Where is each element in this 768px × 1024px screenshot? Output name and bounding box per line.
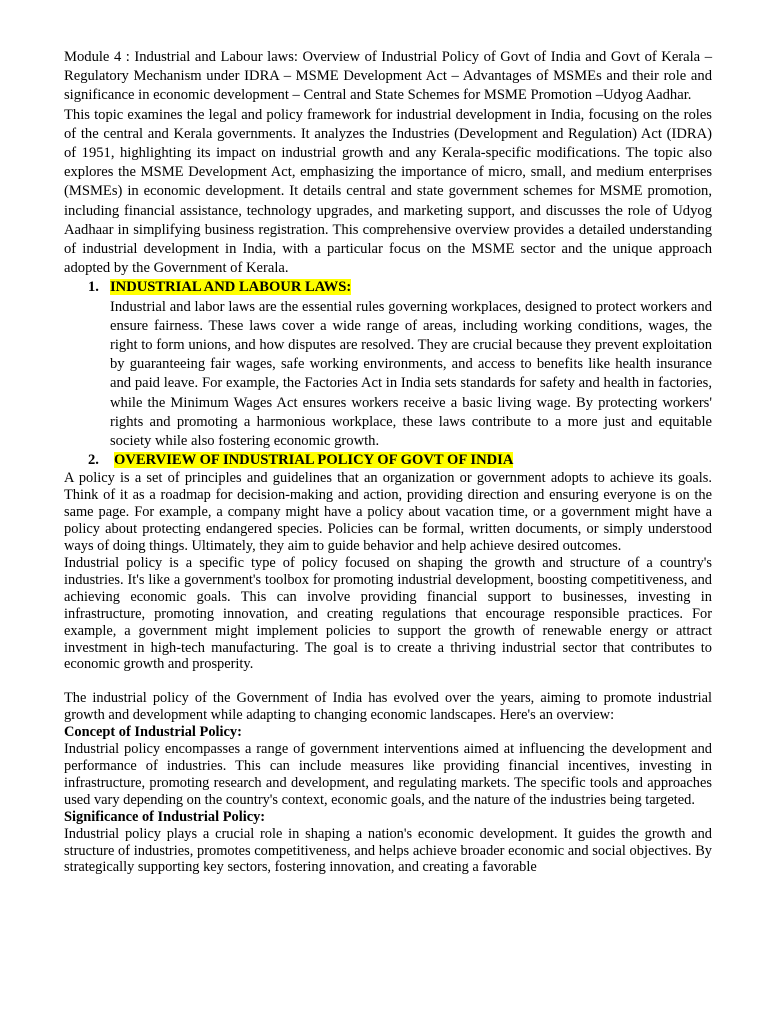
section-1-title: INDUSTRIAL AND LABOUR LAWS: xyxy=(110,279,352,296)
significance-heading: Significance of Industrial Policy: xyxy=(64,808,266,825)
document-page xyxy=(64,48,712,876)
significance-paragraph: Industrial policy plays a crucial role in shaping a nation's economic development. It guides the growth and structure of industries, promotes competitiveness, and helps achieve broader economic and social objectives. By strategically supporting key sectors, fostering innovation, and creating a favorable xyxy=(64,825,712,876)
module-title: Module 4 : Industrial and Labour laws: Overview of Industrial Policy of Govt of India and Govt of Kerala – Regulatory Mechanism under IDRA – MSME Development Act – Advantages of MSMEs and their role and significance in economic development – Central and State Schemes for MSME Promotion –Udyog Aadhar. xyxy=(64,49,712,104)
section-2-heading xyxy=(64,451,712,470)
overview-paragraph: The industrial policy of the Government of India has evolved over the years, aiming to promote industrial growth and development while adapting to changing economic landscapes. Here's an overview: xyxy=(64,690,712,724)
section-1-number: 1. xyxy=(88,279,99,296)
section-1-heading xyxy=(64,278,712,297)
policy-paragraph: A policy is a set of principles and guidelines that an organization or government adopts to achieve its goals. Think of it as a roadmap for decision-making and action, providing direction and ensuring everyone is on the same page. For example, a company might have a policy about vacation time, or a government might have a policy about protecting endangered species. Policies can be formal, written documents, or simply understood ways of doing things. Ultimately, they aim to guide behavior and help achieve desired outcomes. xyxy=(64,470,712,555)
section-1-body: Industrial and labor laws are the essential rules governing workplaces, designed to protect workers and ensure fairness. These laws cover a wide range of areas, including working conditions, wages, the right to form unions, and how disputes are resolved. They are crucial because they prevent exploitation by guaranteeing fair wages, safe working environments, and access to benefits like health insurance and paid leave. For example, the Factories Act in India sets standards for safety and health in factories, while the Minimum Wages Act ensures workers receive a basic living wage. By protecting workers' rights and promoting a harmonious workplace, these laws contribute to a more just and equitable society while also fostering economic growth. xyxy=(110,298,712,450)
concept-paragraph: Industrial policy encompasses a range of government interventions aimed at influencing the development and performance of industries. This can include measures like providing financial incentives, investing in infrastructure, promoting research and development, and regulating markets. The specific tools and approaches used vary depending on the country's context, economic goals, and the nature of the industries being targeted. xyxy=(64,741,712,808)
section-2-title: OVERVIEW OF INDUSTRIAL POLICY OF GOVT OF INDIA xyxy=(114,452,514,469)
section-2-number: 2. xyxy=(88,452,99,469)
industrial-policy-paragraph: Industrial policy is a specific type of policy focused on shaping the growth and structure of a country's industries. It's like a government's toolbox for promoting industrial development, boosting competitiveness, and achieving economic goals. This can involve providing financial support to businesses, investing in infrastructure, promoting innovation, and creating regulations that encourage responsible practices. For example, a government might implement policies to support the growth of renewable energy or attract investment in high-tech manufacturing. The goal is to create a thriving industrial sector that contributes to economic growth and prosperity. xyxy=(64,555,712,673)
paragraph-gap xyxy=(64,673,712,690)
intro-summary: This topic examines the legal and policy framework for industrial development in India, focusing on the roles of the central and Kerala governments. It analyzes the Industries (Development and Regulation) Act (IDRA) of 1951, highlighting its impact on industrial growth and any Kerala-specific modifications. The topic also explores the MSME Development Act, emphasizing the importance of micro, small, and medium enterprises (MSMEs) in economic development. It details central and state government schemes for MSME promotion, including financial assistance, technology upgrades, and marketing support, and discusses the role of Udyog Aadhaar in simplifying business registration. This comprehensive overview provides a detailed understanding of industrial development in India, with a particular focus on the MSME sector and the unique approach adopted by the Government of Kerala. xyxy=(64,106,712,277)
concept-heading: Concept of Industrial Policy: xyxy=(64,724,242,741)
